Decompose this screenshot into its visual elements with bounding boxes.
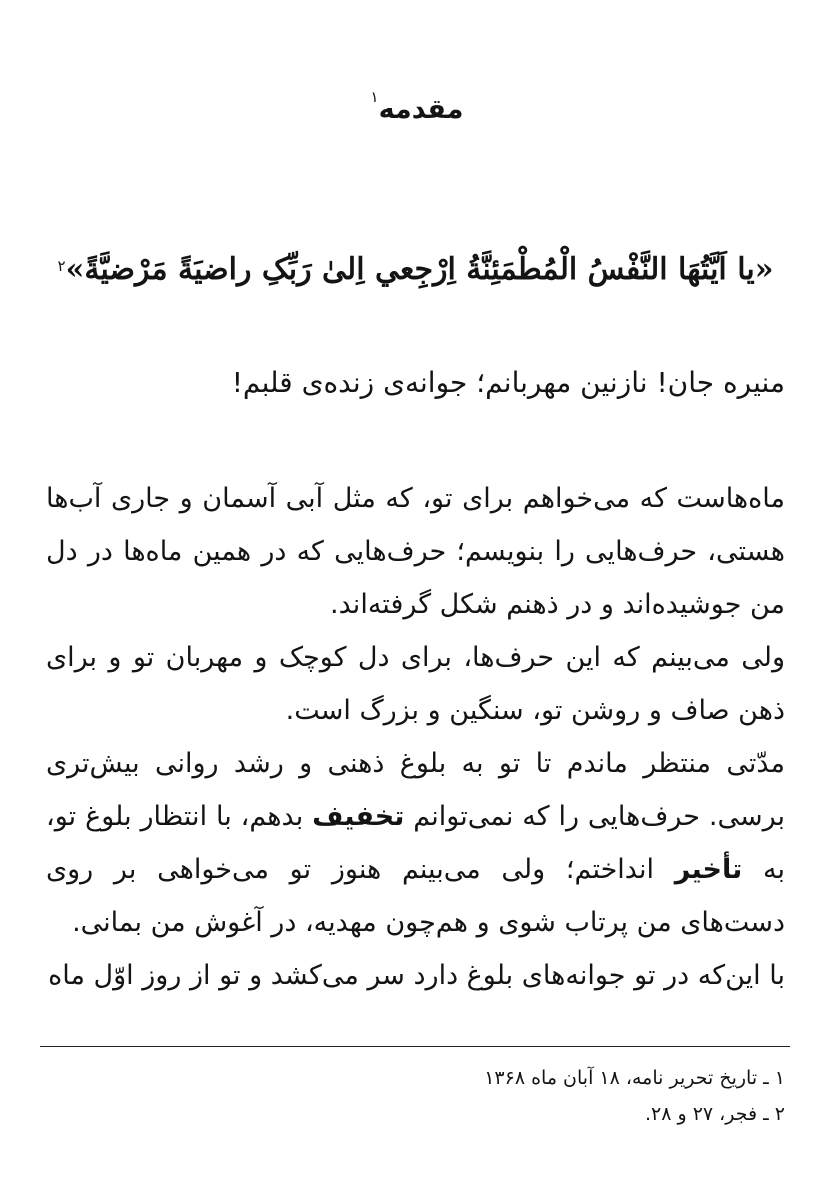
salutation: منیره جان! نازنین مهربانم؛ جوانه‌ی زنده‌ی قلبم! xyxy=(231,366,785,399)
paragraph-3-part-b: بدهم، با انتظار بلوغ تو، به xyxy=(46,801,785,885)
paragraph-2: ولی می‌بینم که این حرف‌ها، برای دل کوچک و مهربان تو و برای ذهن صاف و روشن تو، سنگین و بزرگ است. xyxy=(46,642,785,726)
footnote-1: ۱ ـ تاریخ تحریر نامه، ۱۸ آبان ماه ۱۳۶۸ xyxy=(484,1067,785,1089)
bold-word-takhfif: تخفیف xyxy=(312,801,405,832)
title-text: مقدمه xyxy=(378,94,464,125)
footnotes xyxy=(46,1060,785,1132)
verse-text: «یا اَیَّتُهَا النَّفْسُ الْمُطْمَئِنَّةُ اِرْجِعي اِلیٰ رَبِّکِ راضیَةً مَرْضیَّةً» xyxy=(65,252,774,287)
paragraph-1: ماه‌هاست که می‌خواهم برای تو، که مثل آبی آسمان و جاری آب‌ها هستی، حرف‌هایی را بنویسم؛ حرف‌هایی که در همین ماه‌ها در دل من جوشیده‌اند و در ذهنم شکل گرفته‌اند. xyxy=(46,483,785,620)
quranic-verse xyxy=(40,248,791,292)
paragraph-3-part-a: مدّتی منتظر ماندم تا تو به بلوغ ذهنی و رشد روانی بیش‌تری برسی. حرف‌هایی را که نمی‌توانم xyxy=(46,748,786,832)
paragraph-4: با این‌که در تو جوانه‌های بلوغ دارد سر می‌کشد و تو از روز اوّل ماه xyxy=(48,960,785,991)
footnote-mark-2: ۲ xyxy=(57,257,66,275)
page-title xyxy=(0,88,831,125)
paragraph-3 xyxy=(46,737,785,949)
letter-body xyxy=(46,472,785,1002)
footnote-mark-1: ۱ xyxy=(370,88,379,106)
footnote-divider xyxy=(40,1046,790,1047)
bold-word-takhir: تأخیر xyxy=(674,854,743,885)
footnote-2: ۲ ـ فجر، ۲۷ و ۲۸. xyxy=(644,1103,785,1125)
paragraph-3-part-c: انداختم؛ ولی می‌بینم هنوز تو می‌خواهی بر روی دست‌های من پرتاب شوی و هم‌چون مهدیه، در آغوش من بمانی. xyxy=(46,854,785,938)
